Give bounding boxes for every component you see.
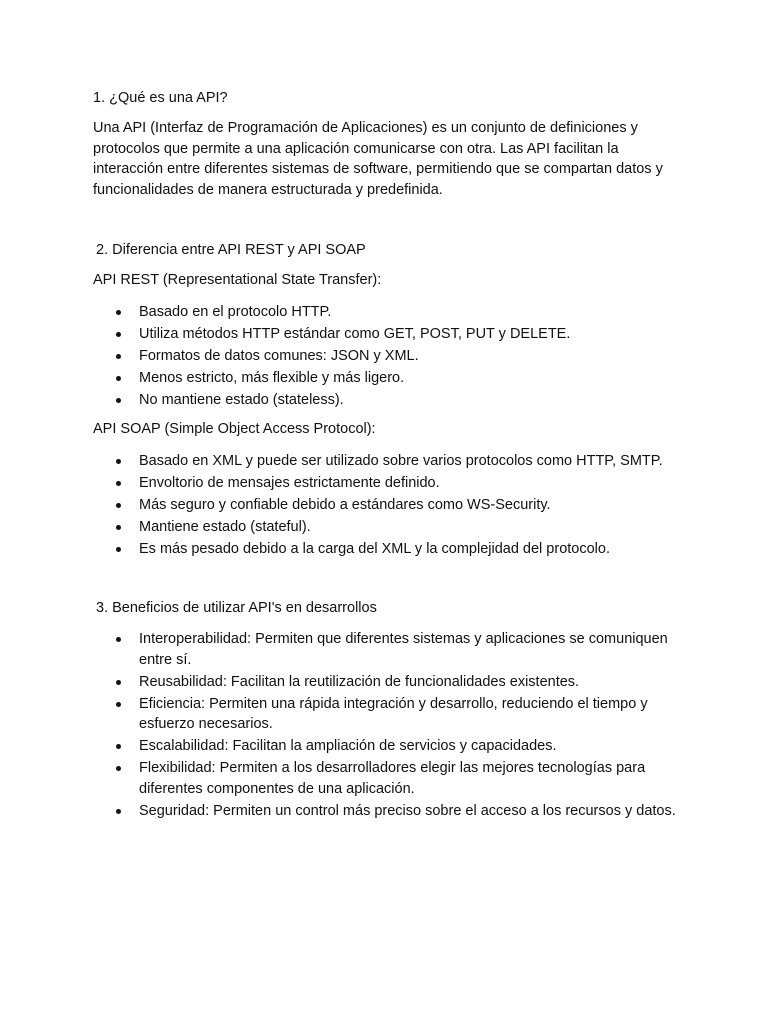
- benefits-list: [93, 629, 683, 821]
- list-item: Flexibilidad: Permiten a los desarrolladores elegir las mejores tecnologías para diferentes componentes de una aplicación.: [93, 758, 683, 799]
- list-item: Menos estricto, más flexible y más ligero.: [93, 368, 683, 389]
- section-1-heading: 1. ¿Qué es una API?: [93, 90, 228, 106]
- soap-list-block: [93, 451, 703, 561]
- list-item: Es más pesado debido a la carga del XML y la complejidad del protocolo.: [93, 539, 703, 560]
- section-api-benefits: [96, 598, 686, 619]
- list-item: Basado en el protocolo HTTP.: [93, 302, 683, 323]
- section-1-paragraph: Una API (Interfaz de Programación de Aplicaciones) es un conjunto de definiciones y protocolos que permite a una aplicación comunicarse con otra. Las API facilitan la interacción entre diferentes sistemas de software, permitiendo que se compartan datos y funcionalidades de manera estructurada y predefinida.: [93, 120, 663, 198]
- benefits-list-block: [93, 629, 683, 823]
- list-item: Más seguro y confiable debido a estándares como WS-Security.: [93, 495, 703, 516]
- list-item: Interoperabilidad: Permiten que diferentes sistemas y aplicaciones se comuniquen entre sí.: [93, 629, 683, 670]
- list-item: Eficiencia: Permiten una rápida integración y desarrollo, reduciendo el tiempo y esfuerzo necesarios.: [93, 694, 683, 735]
- rest-block: [93, 270, 683, 291]
- section-3-heading: 3. Beneficios de utilizar API's en desarrollos: [96, 600, 377, 616]
- section-2-heading: 2. Diferencia entre API REST y API SOAP: [96, 242, 366, 258]
- soap-list: [93, 451, 703, 560]
- soap-subtitle: API SOAP (Simple Object Access Protocol):: [93, 421, 376, 437]
- list-item: Basado en XML y puede ser utilizado sobre varios protocolos como HTTP, SMTP.: [93, 451, 703, 472]
- list-item: Reusabilidad: Facilitan la reutilización de funcionalidades existentes.: [93, 672, 683, 693]
- list-item: No mantiene estado (stateless).: [93, 390, 683, 411]
- rest-subtitle: API REST (Representational State Transfer):: [93, 272, 382, 288]
- section-rest-vs-soap: [96, 240, 686, 261]
- rest-list: [93, 302, 683, 411]
- section-what-is-api: [93, 88, 683, 109]
- list-item: Utiliza métodos HTTP estándar como GET, POST, PUT y DELETE.: [93, 324, 683, 345]
- list-item: Envoltorio de mensajes estrictamente definido.: [93, 473, 703, 494]
- list-item: Escalabilidad: Facilitan la ampliación de servicios y capacidades.: [93, 736, 683, 757]
- list-item: Mantiene estado (stateful).: [93, 517, 703, 538]
- soap-block: [93, 419, 683, 440]
- list-item: Seguridad: Permiten un control más preciso sobre el acceso a los recursos y datos.: [93, 801, 683, 822]
- list-item: Formatos de datos comunes: JSON y XML.: [93, 346, 683, 367]
- section-1-body: [93, 118, 683, 200]
- rest-list-block: [93, 302, 683, 412]
